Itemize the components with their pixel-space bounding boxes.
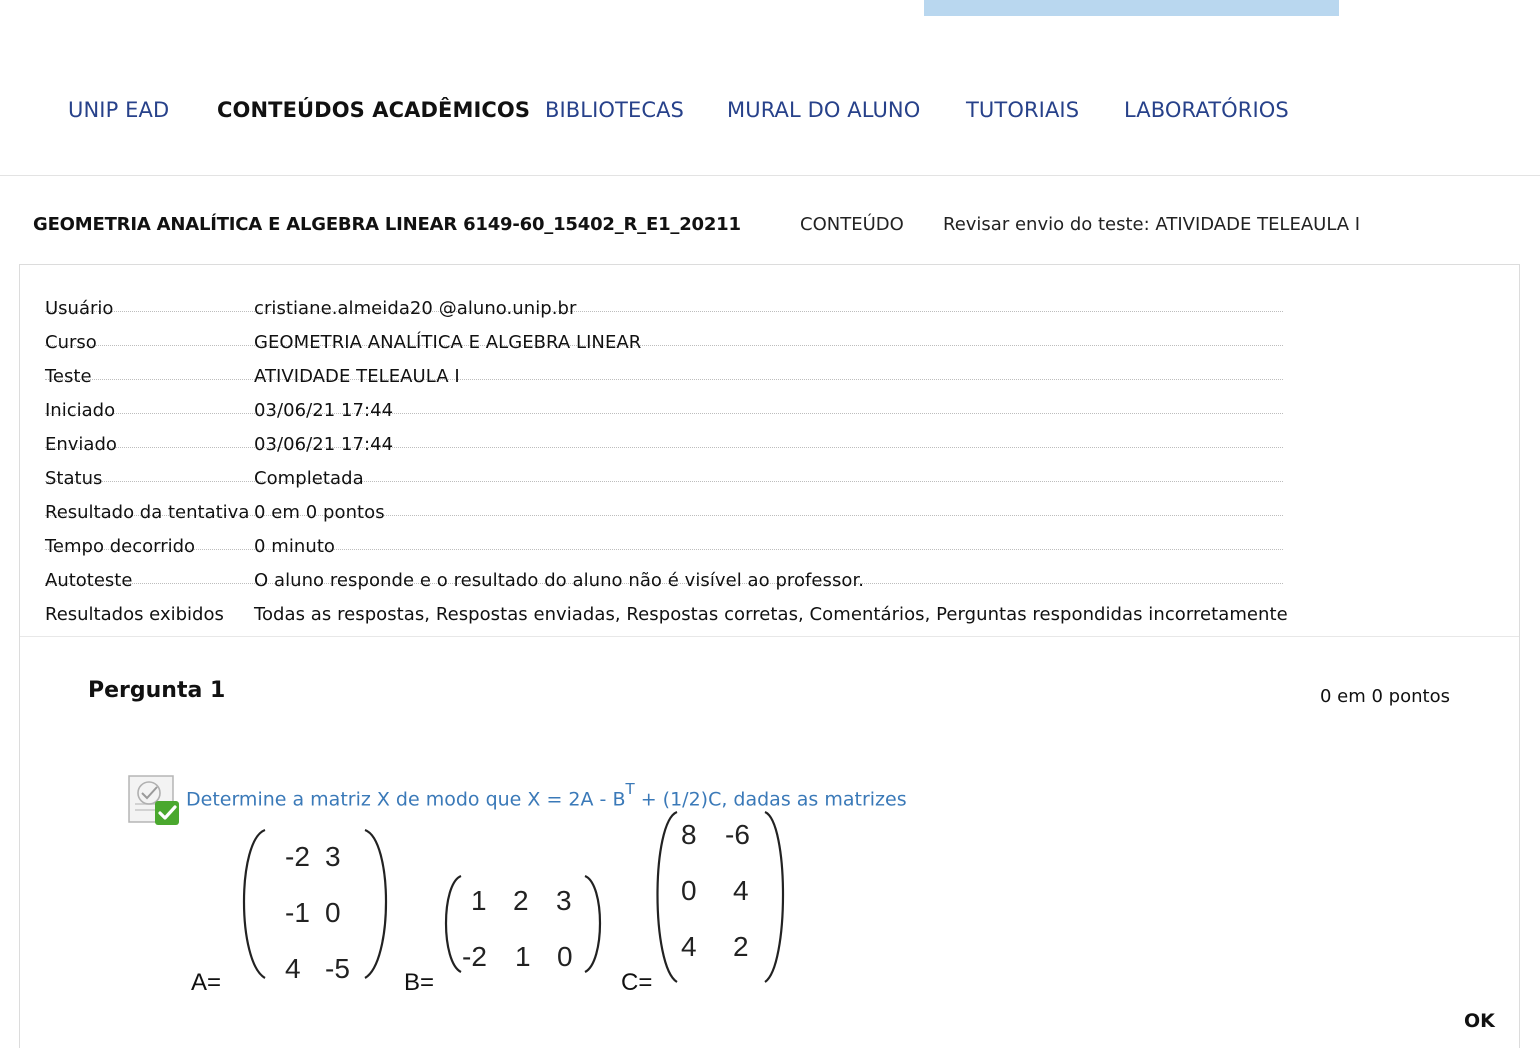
matrix-b-cell: 1 bbox=[471, 885, 487, 916]
info-value: O aluno responde e o resultado do aluno não é visível ao professor. bbox=[254, 570, 865, 591]
nav-item-bibliotecas[interactable]: BIBLIOTECAS bbox=[545, 98, 684, 122]
info-label: Usuário bbox=[45, 298, 114, 319]
breadcrumb-course[interactable]: GEOMETRIA ANALÍTICA E ALGEBRA LINEAR 6149-60_15402_R_E1_20211 bbox=[33, 214, 741, 235]
matrix-c-left-bracket bbox=[658, 812, 678, 982]
matrix-a-right-bracket bbox=[365, 830, 386, 978]
breadcrumb bbox=[0, 176, 1540, 264]
matrix-b-cell: 2 bbox=[513, 885, 529, 916]
matrix-a-cell: -2 bbox=[285, 841, 310, 872]
matrix-b-cell: -2 bbox=[462, 941, 487, 972]
matrix-b-left-bracket bbox=[446, 876, 461, 972]
question-text-tail: + (1/2)C, dadas as matrizes bbox=[634, 788, 907, 811]
matrix-a bbox=[191, 830, 386, 996]
question-text-main: Determine a matriz X de modo que X = 2A - B bbox=[186, 788, 626, 811]
matrix-c-right-bracket bbox=[765, 812, 783, 982]
matrix-b-cell: 1 bbox=[515, 941, 531, 972]
question-title: Pergunta 1 bbox=[88, 678, 226, 703]
info-value: 0 em 0 pontos bbox=[254, 502, 385, 523]
info-row bbox=[45, 380, 1283, 421]
info-row bbox=[45, 448, 1283, 489]
main-nav bbox=[0, 0, 1540, 176]
matrix-b bbox=[404, 876, 600, 996]
breadcrumb-current-page: Revisar envio do teste: ATIVIDADE TELEAULA I bbox=[943, 214, 1361, 235]
matrix-a-cell: 3 bbox=[325, 841, 341, 872]
info-label: Iniciado bbox=[45, 400, 116, 421]
info-row bbox=[45, 516, 1283, 557]
info-value: ATIVIDADE TELEAULA I bbox=[254, 366, 460, 387]
info-label: Teste bbox=[45, 366, 92, 387]
matrix-c-cell: 4 bbox=[733, 875, 749, 906]
matrix-c-cell: 4 bbox=[681, 931, 697, 962]
matrix-c-label: C= bbox=[621, 969, 653, 996]
info-row bbox=[45, 346, 1283, 387]
matrix-b-cell: 0 bbox=[557, 941, 573, 972]
matrix-a-left-bracket bbox=[244, 830, 265, 978]
matrix-a-cell: -1 bbox=[285, 897, 310, 928]
matrix-c-cell: 2 bbox=[733, 931, 749, 962]
matrix-a-label: A= bbox=[191, 969, 222, 996]
info-value: 03/06/21 17:44 bbox=[254, 434, 394, 455]
question-points: 0 em 0 pontos bbox=[1320, 686, 1450, 707]
breadcrumb-section[interactable]: CONTEÚDO bbox=[800, 214, 904, 235]
info-value: cristiane.almeida20 @aluno.unip.br bbox=[254, 298, 577, 319]
nav-item-conteudos-academicos[interactable]: CONTEÚDOS ACADÊMICOS bbox=[217, 98, 531, 122]
matrix-c bbox=[621, 812, 783, 996]
matrices-figure bbox=[185, 806, 795, 1006]
nav-item-tutoriais[interactable]: TUTORIAIS bbox=[966, 98, 1080, 122]
info-label: Autoteste bbox=[45, 570, 133, 591]
info-row bbox=[45, 550, 1283, 591]
info-value: 0 minuto bbox=[254, 536, 335, 557]
ok-button[interactable]: OK bbox=[1464, 1010, 1495, 1032]
nav-item-mural-do-aluno[interactable]: MURAL DO ALUNO bbox=[727, 98, 921, 122]
matrix-c-cell: 0 bbox=[681, 875, 697, 906]
matrix-a-cell: -5 bbox=[325, 953, 350, 984]
matrix-a-cell: 4 bbox=[285, 953, 301, 984]
matrix-b-right-bracket bbox=[585, 876, 600, 972]
info-value: 03/06/21 17:44 bbox=[254, 400, 394, 421]
transpose-superscript: T bbox=[625, 780, 635, 798]
matrix-c-cell: 8 bbox=[681, 819, 697, 850]
matrix-c-cell: -6 bbox=[725, 819, 750, 850]
info-label: Curso bbox=[45, 332, 97, 353]
info-row bbox=[45, 312, 1283, 353]
info-label: Resultados exibidos bbox=[45, 604, 224, 625]
info-value: Todas as respostas, Respostas enviadas, Respostas corretas, Comentários, Perguntas respondidas incorretamente bbox=[254, 604, 1288, 625]
info-label: Enviado bbox=[45, 434, 117, 455]
info-label: Status bbox=[45, 468, 103, 489]
info-label: Tempo decorrido bbox=[45, 536, 196, 557]
nav-item-unip-ead[interactable]: UNIP EAD bbox=[68, 98, 170, 122]
info-label: Resultado da tentativa bbox=[45, 502, 250, 523]
nav-item-laboratorios[interactable]: LABORATÓRIOS bbox=[1124, 98, 1289, 122]
info-value: Completada bbox=[254, 468, 364, 489]
matrix-b-cell: 3 bbox=[556, 885, 572, 916]
info-row bbox=[45, 278, 1283, 319]
matrix-b-label: B= bbox=[404, 969, 435, 996]
info-row bbox=[45, 482, 1283, 523]
matrix-a-cell: 0 bbox=[325, 897, 341, 928]
correct-check-icon bbox=[127, 774, 181, 828]
attempt-info-table bbox=[20, 265, 1519, 637]
info-row bbox=[45, 414, 1283, 455]
info-row bbox=[45, 584, 1288, 625]
info-value: GEOMETRIA ANALÍTICA E ALGEBRA LINEAR bbox=[254, 332, 642, 353]
